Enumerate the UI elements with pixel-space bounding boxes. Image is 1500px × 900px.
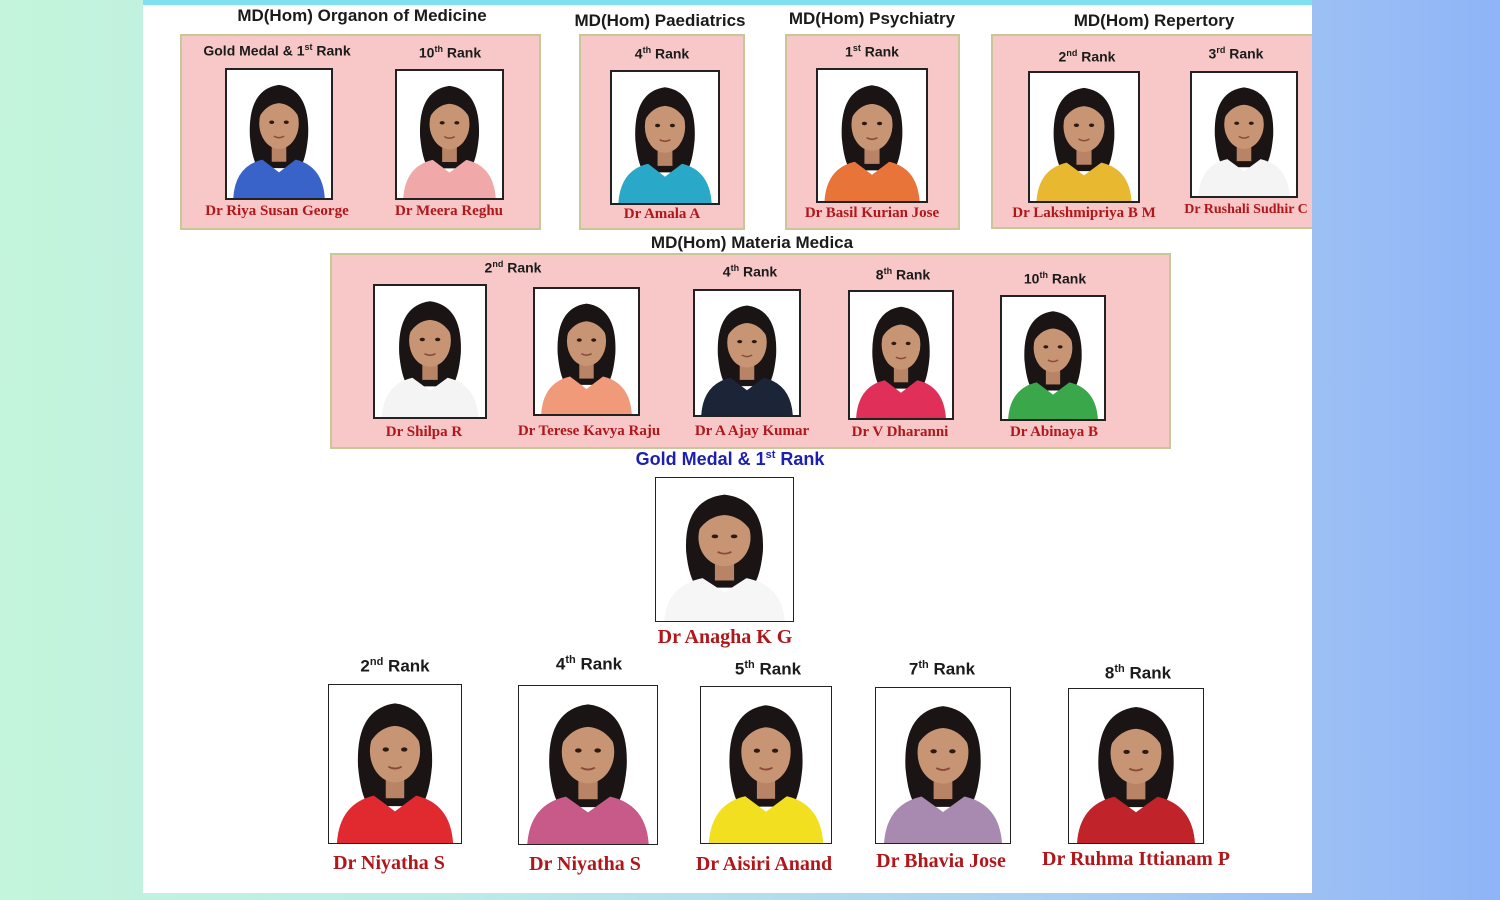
person-name: Dr Terese Kavya Raju — [517, 423, 661, 439]
portrait-photo — [875, 687, 1011, 844]
person-silhouette-icon — [1069, 689, 1203, 843]
rank-label: 1st Rank — [845, 43, 899, 60]
portrait-photo — [816, 68, 928, 203]
person-name: Dr Aisiri Anand — [695, 853, 833, 875]
portrait-photo — [328, 684, 462, 844]
rank-label: 8th Rank — [875, 266, 931, 283]
rank-label: 5th Rank — [734, 659, 802, 679]
section-title-materia-medica: MD(Hom) Materia Medica — [650, 233, 854, 252]
person-silhouette-icon — [375, 286, 485, 417]
person-silhouette-icon — [329, 685, 461, 843]
person-silhouette-icon — [397, 71, 502, 198]
person-name: Dr V Dharanni — [851, 424, 949, 440]
person-silhouette-icon — [1002, 297, 1104, 419]
person-silhouette-icon — [535, 289, 638, 414]
rank-label: 4th Rank — [555, 654, 623, 674]
section-title-organon: MD(Hom) Organon of Medicine — [237, 6, 487, 25]
person-name: Dr Bhavia Jose — [876, 850, 1006, 872]
rank-label: 4th Rank — [634, 45, 690, 62]
person-name: Dr Niyatha S — [333, 852, 445, 874]
person-silhouette-icon — [612, 72, 718, 203]
person-silhouette-icon — [1192, 73, 1296, 196]
person-silhouette-icon — [695, 291, 799, 415]
rank-label: 10th Rank — [1023, 270, 1087, 287]
person-name: Dr Meera Reghu — [394, 203, 504, 219]
results-poster — [143, 0, 1312, 893]
person-name: Dr A Ajay Kumar — [694, 423, 810, 439]
portrait-photo — [1190, 71, 1298, 198]
person-name: Dr Riya Susan George — [205, 203, 349, 219]
person-silhouette-icon — [818, 70, 926, 201]
rank-label: 2nd Rank — [1058, 48, 1116, 65]
rank-label: Gold Medal & 1st Rank — [203, 42, 351, 59]
person-name: Dr Ruhma Ittianam P — [1042, 848, 1230, 870]
gold-medal-title: Gold Medal & 1st Rank — [635, 449, 825, 469]
portrait-photo — [533, 287, 640, 416]
person-name: Dr Niyatha S — [529, 853, 641, 875]
portrait-photo — [1000, 295, 1106, 421]
person-name: Dr Lakshmipriya B M — [1012, 205, 1156, 221]
rank-label: 8th Rank — [1104, 663, 1172, 683]
portrait-photo — [518, 685, 658, 845]
person-name: Dr Anagha K G — [657, 626, 793, 648]
person-name: Dr Amala A — [623, 206, 701, 222]
person-silhouette-icon — [1030, 73, 1138, 201]
top-accent-bar — [143, 0, 1312, 5]
person-silhouette-icon — [850, 292, 952, 418]
person-name: Dr Shilpa R — [385, 424, 463, 440]
person-silhouette-icon — [519, 686, 657, 844]
portrait-photo — [693, 289, 801, 417]
person-name: Dr Basil Kurian Jose — [804, 205, 940, 221]
person-name: Dr Rushali Sudhir C — [1184, 202, 1308, 217]
portrait-photo — [848, 290, 954, 420]
portrait-photo — [225, 68, 333, 200]
rank-label: 7th Rank — [908, 659, 976, 679]
rank-label: 3rd Rank — [1208, 45, 1264, 62]
rank-label: 4th Rank — [722, 263, 778, 280]
person-silhouette-icon — [876, 688, 1010, 843]
rank-label: 10th Rank — [418, 44, 482, 61]
person-silhouette-icon — [701, 687, 831, 843]
portrait-photo — [1068, 688, 1204, 844]
section-title-repertory: MD(Hom) Repertory — [1073, 11, 1235, 30]
section-title-psychiatry: MD(Hom) Psychiatry — [788, 9, 956, 28]
person-name: Dr Abinaya B — [1009, 424, 1099, 440]
person-silhouette-icon — [656, 478, 793, 621]
portrait-photo — [610, 70, 720, 205]
rank-label: 2nd Rank — [360, 656, 430, 676]
person-silhouette-icon — [227, 70, 331, 198]
portrait-photo — [655, 477, 794, 622]
portrait-photo — [373, 284, 487, 419]
portrait-photo — [700, 686, 832, 844]
portrait-photo — [395, 69, 504, 200]
section-title-paediatrics: MD(Hom) Paediatrics — [574, 11, 746, 30]
portrait-photo — [1028, 71, 1140, 203]
rank-label: 2nd Rank — [484, 259, 542, 276]
